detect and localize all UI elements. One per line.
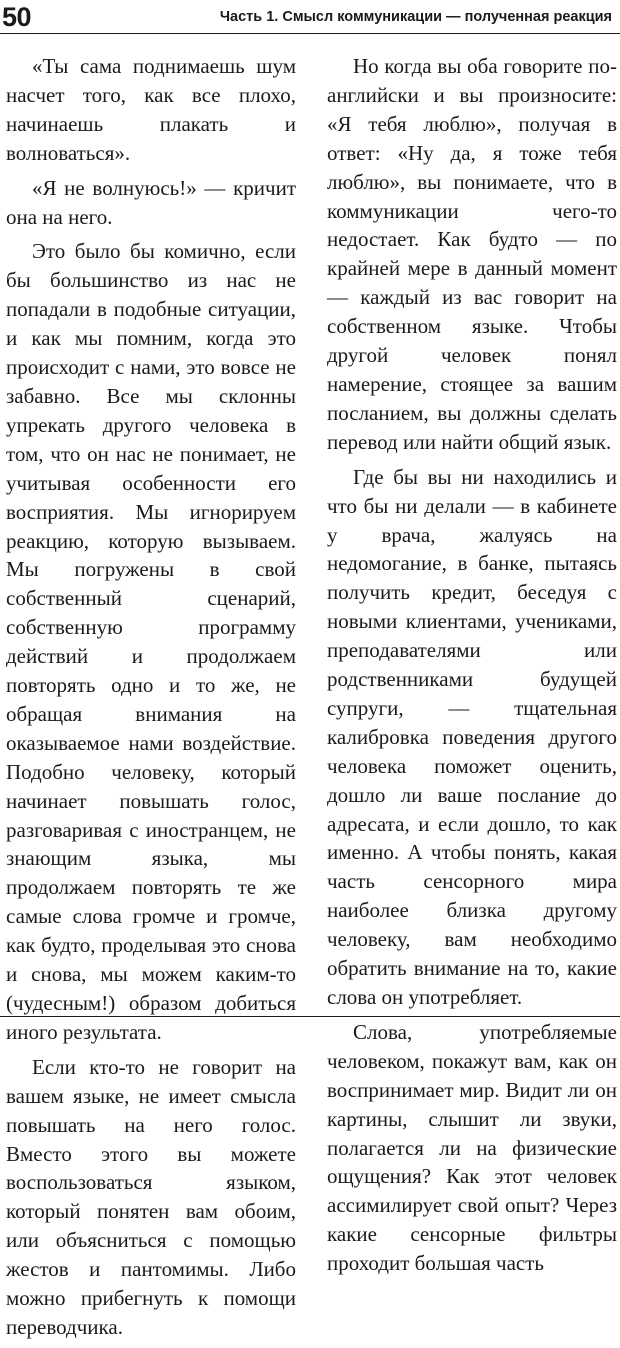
paragraph: «Я не волнуюсь!» — кричит она на него. xyxy=(6,175,296,229)
paragraph: Где бы вы ни находились и что бы ни делали — в кабинете у врача, жалуясь на недомогание, в банке, пытаясь получить кредит, беседуя с новыми клиентами, учениками, преподавателями или родственниками будущей супруги, — тщательная калибровка поведения другого человека поможет оценить, дошло ли ваше послание до адресата, и если дошло, то как именно. А чтобы понять, какая часть сенсорного мира наиболее близка другому человеку, вам необходимо обратить внимание на то, какие слова он употребляет. xyxy=(327,464,617,1009)
paragraph: Это было бы комично, если бы большинство из нас не попадали в подобные ситуации, и как мы помним, когда это происходит с нами, это вовсе не забавно. Все мы склонны упрекать другого человека в том, что он нас не понимает, не учитывая особенности его восприятия. Мы игнорируем реакцию, которую вызываем. Мы погружены в свой собственный сценарий, собственную программу действий и продолжаем повторять одно и то же, не обращая внимания на оказываемое нами воздействие. Подобно человеку, который начинает повышать голос, разговаривая с иностранцем, не знающим языка, мы продолжаем повторять те же самые слова громче и громче, как будто, проделывая это снова и снова, мы можем каким-то (чудесным!) образом добиться иного результата. xyxy=(6,239,296,1044)
paragraph: Если кто-то не говорит на вашем языке, не имеет смысла повышать на него голос. Вместо этого вы можете воспользоваться языком, который понятен вам обоим, или объясниться с помощью жестов и пантомимы. Либо можно прибегнуть к помощи переводчика. xyxy=(6,1054,296,1339)
page-number: 50 xyxy=(2,2,32,32)
paragraph: Слова, употребляемые человеком, покажут вам, как он воспринимает мир. Видит ли он картины, слышит ли звуки, полагается ли на физические ощущения? Как этот человек ассимилирует свой опыт? Через какие сенсорные фильтры проходит большая часть xyxy=(327,1019,617,1276)
running-title: Часть 1. Смысл коммуникации — полученная реакция xyxy=(219,9,612,25)
page-header xyxy=(0,0,620,40)
paragraph: «Ты сама поднимаешь шум насчет того, как все плохо, начинаешь плакать и волноваться». xyxy=(6,54,296,165)
left-column xyxy=(6,52,296,1348)
footer-rule xyxy=(0,1016,620,1017)
paragraph: Но когда вы оба говорите по-английски и вы произносите: «Я тебя люблю», получая в ответ: «Ну да, я тоже тебя люблю», вы понимаете, что в коммуникации чего-то недостает. Как будто — по крайней мере в данный момент — каждый из вас говорит на собственном языке. Чтобы другой человек понял намерение, стоящее за вашим посланием, вы должны сделать перевод или найти общий язык. xyxy=(327,54,617,454)
right-column xyxy=(327,52,617,1284)
header-rule xyxy=(0,33,620,34)
